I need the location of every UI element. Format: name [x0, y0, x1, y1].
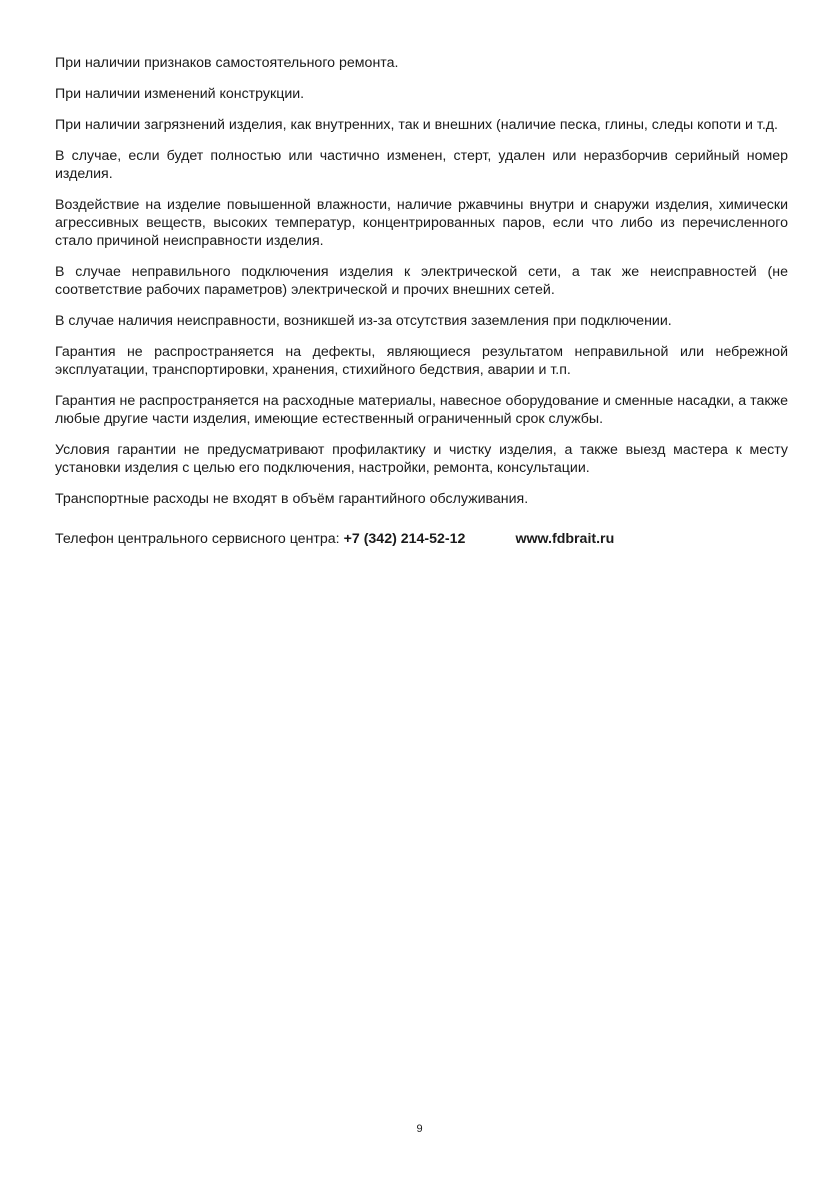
warranty-paragraph: При наличии загрязнений изделия, как внутренних, так и внешних (наличие песка, глины, следы копоти и т.д. — [55, 117, 778, 133]
page-number: 9 — [416, 1123, 423, 1135]
website-link[interactable]: www.fdbrait.ru — [515, 531, 615, 547]
warranty-paragraph: Транспортные расходы не входят в объём гарантийного обслуживания. — [55, 491, 529, 507]
service-contact — [55, 530, 788, 548]
warranty-paragraph: Условия гарантии не предусматривают профилактику и чистку изделия, а также выезд мастера к месту установки изделия с целью его подключения, настройки, ремонта, консультации. — [55, 442, 788, 476]
phone-number: +7 (342) 214-52-12 — [343, 531, 466, 547]
document-page — [55, 54, 788, 548]
warranty-paragraph: Гарантия не распространяется на расходные материалы, навесное оборудование и сменные насадки, а также любые другие части изделия, имеющие естественный ограниченный срок службы. — [55, 393, 788, 427]
warranty-paragraph: В случае, если будет полностью или частично изменен, стерт, удален или неразборчив серийный номер изделия. — [55, 148, 788, 182]
warranty-paragraph: Воздействие на изделие повышенной влажности, наличие ржавчины внутри и снаружи изделия, химически агрессивных веществ, высоких температур, концентрированных паров, если что либо из перечисленного стало причиной неисправности изделия. — [55, 197, 788, 249]
warranty-paragraph: При наличии изменений конструкции. — [55, 86, 305, 102]
warranty-paragraph: Гарантия не распространяется на дефекты, являющиеся результатом неправильной или небрежной эксплуатации, транспортировки, хранения, стихийного бедствия, аварии и т.п. — [55, 344, 788, 378]
warranty-paragraph: При наличии признаков самостоятельного ремонта. — [55, 55, 399, 71]
contact-label: Телефон центрального сервисного центра: — [55, 531, 344, 547]
warranty-paragraph: В случае наличия неисправности, возникшей из-за отсутствия заземления при подключении. — [55, 313, 672, 329]
warranty-paragraph: В случае неправильного подключения изделия к электрической сети, а так же неисправностей (не соответствие рабочих параметров) электрической и прочих внешних сетей. — [55, 264, 788, 298]
